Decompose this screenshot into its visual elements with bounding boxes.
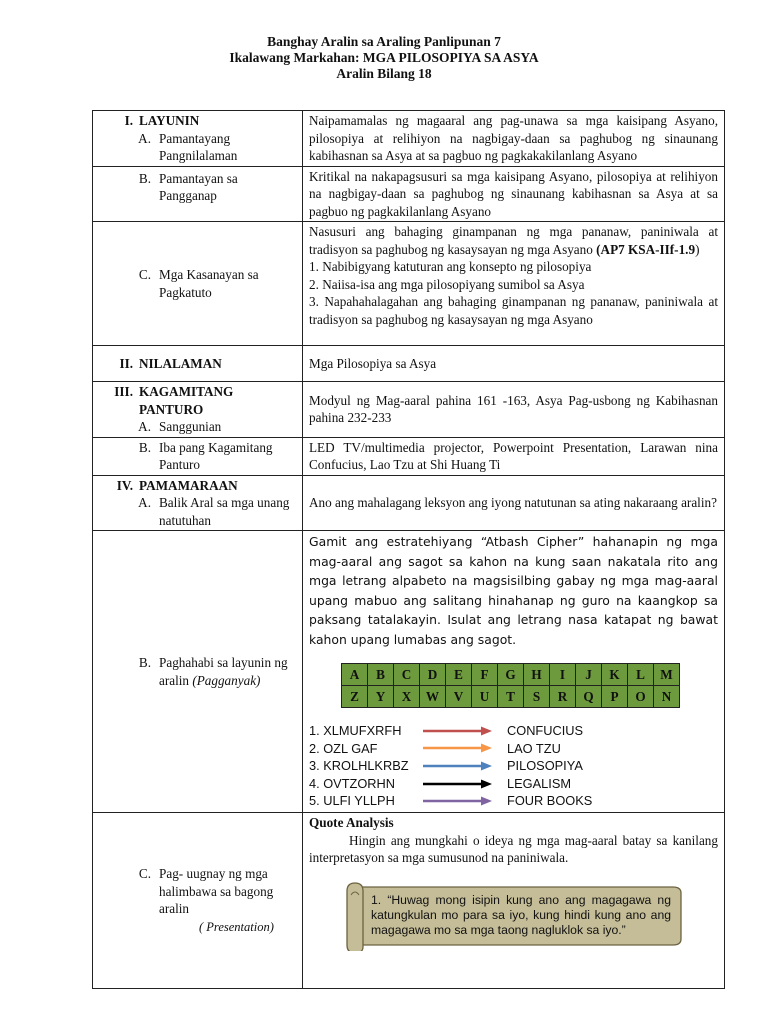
cipher-pair <box>309 775 718 793</box>
cipher-cell: B <box>368 664 394 686</box>
row-pamamaraan-b: B. Paghahabi sa layunin ng aralin (Pagganyak) Gamit ang estratehiyang “Atbash Cipher” hahanapin ng mga mag-aaral ang sagot sa kahon na kung saan nakatala rito ang mga letrang alpabeto na magsisilbing gabay ng mga mag-aaral upang mabuo ang salitang hinahanap ng guro na kaangkop sa paksang tatalakayin. Isulat ang letrang nasa katapat ng bawat kahon upang lumabas ang sagot. A B C D E F G H I J K L M Z Y X W V U T S R Q P O N 1. XLMUFXRFH CONFUCIUS 2. OZL GAF LAO TZU 3. KROLHLKRBZ PILOSOPIYA 4. OVTZORHN LEGALISM 5. ULFI YLLPH FOUR BOOKS <box>93 531 725 813</box>
label-sanggunian: Sanggunian <box>159 419 222 434</box>
cipher-cell: Q <box>576 686 602 708</box>
text-pamantayan-sa-pangganap: Kritikal na nakapagsusuri sa mga kaisipang Asyano, pilosopiya at relihiyon na nagbigay-daan sa paghubog ng sinaunang kabihasnan sa Asya at sa pagbuo ng pagkakilanlang Asyano <box>303 166 725 222</box>
text-kasanayan: Nasusuri ang bahaging ginampanan ng mga pananaw, paniniwala at tradisyon sa paghubog ng kasaysayan ng mga Asyano (AP7 KSA-IIf-1.9) <box>309 224 718 257</box>
cipher-pair <box>309 740 718 758</box>
objective-item: 2. Naiisa-isa ang mga pilosopiyang sumibol sa Asya <box>309 276 585 292</box>
row-pamamaraan-c: C. Pag- uugnay ng mga halimbawa sa bagong aralin ( Presentation) Quote Analysis Hingin ang mungkahi o ideya ng mga mag-aaral batay sa kanilang interpretasyon sa mga sumusunod na paniniwala. 1. “Huwag mong isipin kung ano ang magagawa ng katungkulan mo para sa iyo, kung hindi kung ano ang magagawa mo sa mga taong nagluklok sa iyo.” <box>93 813 725 989</box>
cipher-cell: K <box>602 664 628 686</box>
section-title-nilalaman: NILALAMAN <box>139 355 222 371</box>
cipher-cell: G <box>498 664 524 686</box>
row-layunin-b: B. Pamantayan sa Pangganap Kritikal na nakapagsusuri sa mga kaisipang Asyano, pilosopiya at relihiyon na nagbigay-daan sa paghubog ng sinaunang kabihasnan sa Asya at sa pagbuo ng pagkakilanlang Asyano <box>93 166 725 222</box>
cipher-answer: CONFUCIUS <box>507 723 584 738</box>
cipher-row-top <box>342 664 680 686</box>
label-mga-kasanayan: Mga Kasanayan sa Pagkatuto <box>159 267 259 300</box>
document-header <box>0 34 768 82</box>
arrow-right-icon <box>421 726 493 736</box>
row-nilalaman: II. NILALAMAN Mga Pilosopiya sa Asya <box>93 346 725 382</box>
cipher-cell: F <box>472 664 498 686</box>
cipher-cell: E <box>446 664 472 686</box>
text-sanggunian: Modyul ng Mag-aaral pahina 161 -163, Asya Pag-usbong ng Kabihasnan pahina 232-233 <box>303 382 725 438</box>
section-title-kagamitan: KAGAMITANG PANTURO <box>139 384 234 417</box>
cipher-cell: P <box>602 686 628 708</box>
cipher-cell: H <box>524 664 550 686</box>
label-balik-aral: Balik Aral sa mga unang natutuhan <box>159 495 290 528</box>
cipher-answer: LAO TZU <box>507 740 561 756</box>
header-title: Banghay Aralin sa Araling Panlipunan 7 <box>267 34 501 49</box>
cipher-answer: PILOSOPIYA <box>507 758 583 774</box>
cipher-cell: N <box>654 686 680 708</box>
quote-analysis-instructions: Hingin ang mungkahi o ideya ng mga mag-aaral batay sa kanilang interpretasyon sa mga sumusunod na paniniwala. <box>309 832 718 865</box>
quote-analysis-title: Quote Analysis <box>309 815 394 830</box>
text-balik-aral: Ano ang mahalagang leksyon ang iyong natutunan sa ating nakaraang aralin? <box>303 475 725 531</box>
header-quarter: Ikalawang Markahan: MGA PILOSOPIYA SA ASYA <box>229 50 539 65</box>
cipher-code: 4. OVTZORHN <box>309 775 396 791</box>
arrow-right-icon <box>421 743 493 753</box>
cipher-pair <box>309 792 718 810</box>
section-number: I. <box>124 113 133 128</box>
cipher-cell: O <box>628 686 654 708</box>
cipher-cell: I <box>550 664 576 686</box>
row-layunin-c: C. Mga Kasanayan sa Pagkatuto Nasusuri ang bahaging ginampanan ng mga pananaw, paniniwala at tradisyon sa paghubog ng kasaysayan ng mga Asyano (AP7 KSA-IIf-1.9) 1. Nabibigyang katuturan ang konsepto ng pilosopiya 2. Naiisa-isa ang mga pilosopiyang sumibol sa Asya 3. Napahahalagahan ang bahaging ginampanan ng pananaw, paniniwala at tradisyon sa paghubog ng kasaysayan ng mga Asyano <box>93 222 725 346</box>
text-paghahabi: Gamit ang estratehiyang “Atbash Cipher” hahanapin ng mga mag-aaral ang sagot sa kahon na kung saan nakatala rito ang mga letrang alpabeto na magsisilbing gabay ng mga mag-aaral upang mabuo ang salitang hinahanap ng guro na kaangkop sa paksang tatalakayin. Isulat ang letrang nasa katapat ng bawat kahon upang lumabas ang sagot. <box>309 534 718 647</box>
row-layunin-a: I. LAYUNIN A. Pamantayang Pangnilalaman Naipamamalas ng magaaral ang pag-unawa sa mga kaisipang Asyano, pilosopiya at relihiyon na nagbigay-daan sa paghubog ng sinaunang kabihasnan sa Asya at sa pagbuo ng pagkakakilanlang Asyano <box>93 111 725 167</box>
quote-text: 1. “Huwag mong isipin kung ano ang magagawa ng katungkulan mo para sa iyo, kung hindi kung ano ang magagawa mo sa mga taong nagluklok sa iyo.” <box>371 892 671 937</box>
cipher-pair <box>309 757 718 775</box>
arrow-right-icon <box>421 761 493 771</box>
cipher-cell: U <box>472 686 498 708</box>
cipher-answer: FOUR BOOKS <box>507 793 593 809</box>
text-iba-pang-kagamitan: LED TV/multimedia projector, Powerpoint Presentation, Larawan nina Confucius, Lao Tzu at Shi Huang Ti <box>303 437 725 475</box>
cipher-cell: V <box>446 686 472 708</box>
cipher-answer: LEGALISM <box>507 775 572 791</box>
competency-code: (AP7 KSA-IIf-1.9 <box>596 241 696 257</box>
label-iba-pang-kagamitan: Iba pang Kagamitang Panturo <box>159 439 273 472</box>
cipher-pair <box>309 722 718 740</box>
section-title-pamamaraan: PAMAMARAAN <box>139 477 238 493</box>
row-kagamitan-b: B. Iba pang Kagamitang Panturo LED TV/multimedia projector, Powerpoint Presentation, Larawan nina Confucius, Lao Tzu at Shi Huang Ti <box>93 437 725 475</box>
cipher-cell: J <box>576 664 602 686</box>
cipher-cell: C <box>394 664 420 686</box>
cipher-cell: W <box>420 686 446 708</box>
quote-scroll <box>343 881 683 949</box>
cipher-code: 1. XLMUFXRFH <box>309 723 402 738</box>
cipher-cell: Y <box>368 686 394 708</box>
lesson-plan-table <box>92 110 725 989</box>
cipher-cell: T <box>498 686 524 708</box>
label-pamantayan-sa-pangganap: Pamantayan sa Pangganap <box>159 170 238 203</box>
label-pamantayang-pangnilalaman: Pamantayang Pangnilalaman <box>159 130 238 163</box>
cipher-code: 5. ULFI YLLPH <box>309 793 395 809</box>
label-paghahabi: Paghahabi sa layunin ng aralin <box>159 655 288 688</box>
cipher-cell: R <box>550 686 576 708</box>
cipher-cell: L <box>628 664 654 686</box>
cipher-row-bottom <box>342 686 680 708</box>
label-pagganyak: (Pagganyak) <box>192 672 261 688</box>
cipher-cell: S <box>524 686 550 708</box>
cipher-cell: A <box>342 664 368 686</box>
objective-item: 1. Nabibigyang katuturan ang konsepto ng pilosopiya <box>309 259 592 274</box>
text-pamantayang-pangnilalaman: Naipamamalas ng magaaral ang pag-unawa sa mga kaisipang Asyano, pilosopiya at relihiyon na nagbigay-daan sa paghubog ng sinaunang kabihasnan sa Asya at sa pagbuo ng pagkakakilanlang Asyano <box>303 111 725 167</box>
label-pag-uugnay: Pag- uugnay ng mga halimbawa sa bagong aralin <box>159 866 274 916</box>
cipher-answer-list <box>309 722 718 810</box>
header-lesson-number: Aralin Bilang 18 <box>336 66 432 81</box>
cipher-code: 3. KROLHLKRBZ <box>309 758 409 774</box>
section-title-layunin: LAYUNIN <box>139 113 200 128</box>
label-presentation: ( Presentation) <box>199 919 274 934</box>
arrow-right-icon <box>421 779 493 789</box>
cipher-cell: Z <box>342 686 368 708</box>
atbash-cipher-grid <box>341 663 680 708</box>
row-kagamitan-a: III. KAGAMITANG PANTURO A. Sanggunian Modyul ng Mag-aaral pahina 161 -163, Asya Pag-usbong ng Kabihasnan pahina 232-233 <box>93 382 725 438</box>
row-pamamaraan-a: IV. PAMAMARAAN A. Balik Aral sa mga unang natutuhan Ano ang mahalagang leksyon ang iyong natutunan sa ating nakaraang aralin? <box>93 475 725 531</box>
text-nilalaman: Mga Pilosopiya sa Asya <box>303 346 725 382</box>
cipher-cell: M <box>654 664 680 686</box>
objective-item: 3. Napahahalagahan ang bahaging ginampanan ng pananaw, paniniwala at tradisyon sa paghubog ng kasaysayan ng mga Asyano <box>309 294 718 327</box>
cipher-cell: X <box>394 686 420 708</box>
cipher-cell: D <box>420 664 446 686</box>
cipher-code: 2. OZL GAF <box>309 740 378 756</box>
arrow-right-icon <box>421 796 493 806</box>
